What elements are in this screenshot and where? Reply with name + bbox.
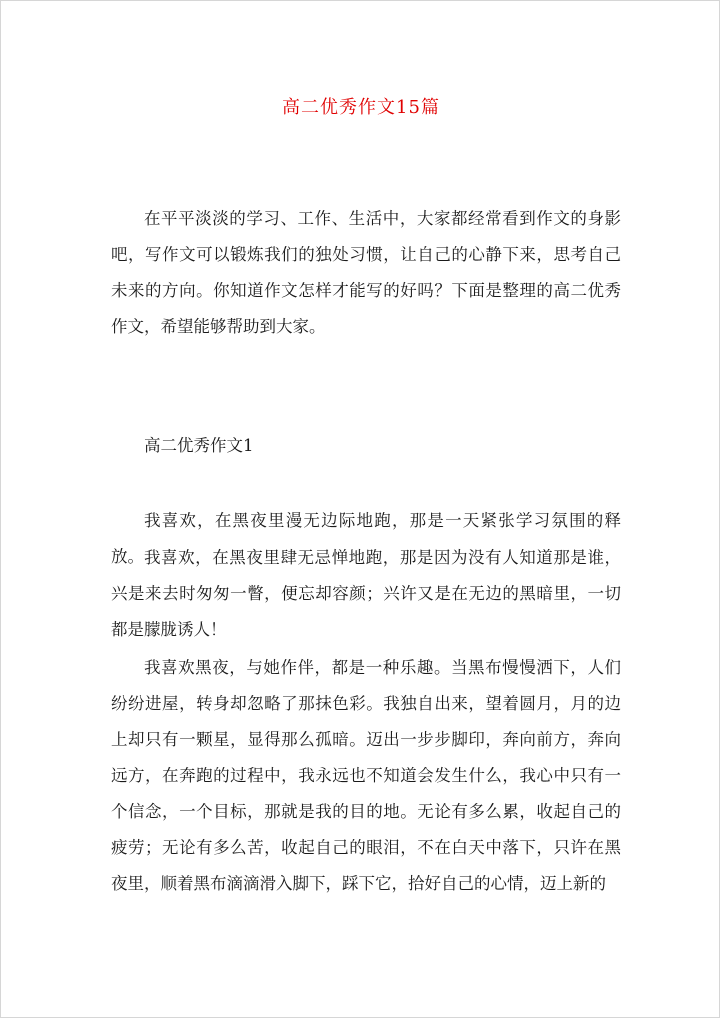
body-paragraph-1: 我喜欢，在黑夜里漫无边际地跑，那是一天紧张学习氛围的释放。 bbox=[111, 511, 621, 566]
body-paragraph-3: 我喜欢黑夜，与她作伴，都是一种乐趣。当黑布慢慢洒下，人们纷纷进屋，转身却忽略了那抹色彩。我独自出来，望着圆月，月的边上却只有一颗星，显得那么孤暗。迈出一步步脚印，奔向前方，奔向远方，在奔跑的过程中，我永远也不知道会发生什么，我心中只有一个信念，一个目标，那就是我的目的地。无论有多么累，收起自己的疲劳；无论有多么苦，收起自己的眼泪，不在白天中落下，只许在黑夜里，顺着黑布滴滴滑入脚下，踩下它，拾好自己的心情，迈上新的 bbox=[111, 658, 621, 893]
section-heading: 高二优秀作文1 bbox=[144, 436, 254, 455]
intro-paragraph: 在平平淡淡的学习、工作、生活中，大家都经常看到作文的身影吧，写作文可以锻炼我们的独处习惯，让自己的心静下来，思考自己未来的方向。你知道作文怎样才能写的好吗？下面是整理的高二优秀作文，希望能够帮助到大家。 bbox=[111, 209, 621, 336]
document-title: 高二优秀作文15篇 bbox=[282, 97, 440, 118]
body-paragraph-2: 我喜欢，在黑夜里肆无忌惮地跑，那是因为没有人知道那是谁，兴是来去时匆匆一瞥，便忘却容颜；兴许又是在无边的黑暗里，一切都是朦胧诱人！ bbox=[111, 548, 621, 639]
